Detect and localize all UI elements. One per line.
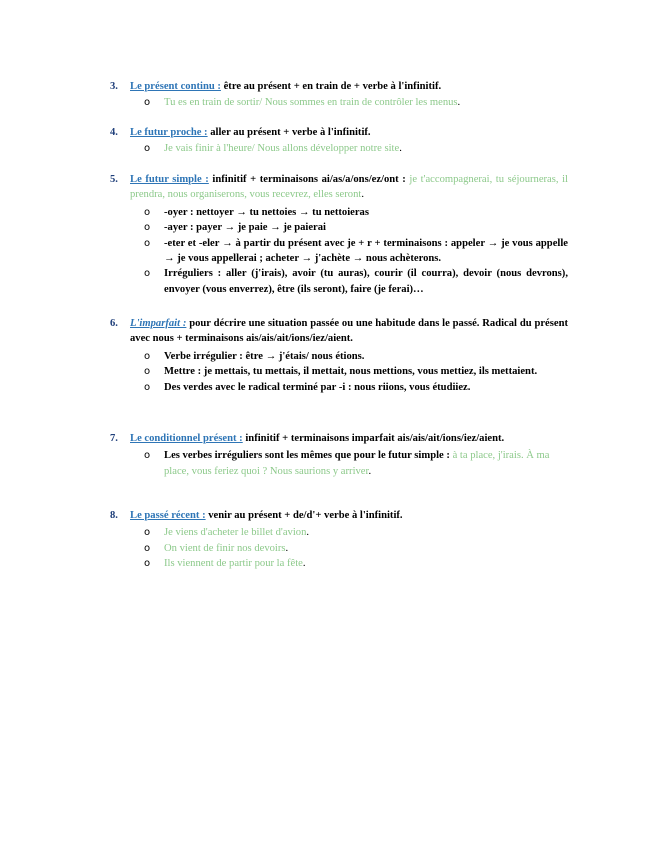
bullet-marker: o — [144, 366, 151, 378]
bullet-marker: o — [144, 143, 151, 155]
bullet-marker: o — [144, 558, 151, 570]
section-number: 8. — [110, 510, 118, 521]
rule-text: Verbe irrégulier : être → j'étais/ nous étions. — [164, 350, 365, 362]
section-heading — [130, 316, 568, 347]
punctuation: . — [361, 189, 364, 201]
section-heading — [130, 79, 568, 94]
section-title: Le futur simple : — [130, 174, 209, 185]
section-rule: être au présent + en train de + verbe à l'infinitif. — [220, 81, 442, 92]
list-item — [110, 541, 568, 556]
rule-text: -eter et -eler → à partir du présent avec je + r + terminaisons : appeler → je vous appelle → je vous appellerai ; acheter → j'achète → nous achèterons. — [164, 237, 568, 265]
list-item — [110, 236, 568, 267]
section-heading — [130, 172, 568, 203]
section-heading — [130, 508, 568, 523]
section-number: 3. — [110, 81, 118, 92]
punctuation: . — [457, 97, 461, 109]
example-text: à ta place, j'irais. À ma place, vous feriez quoi ? Nous saurions y arriver — [164, 450, 550, 477]
section-imparfait — [110, 316, 568, 395]
example-text: On vient de finir nos devoirs — [164, 542, 286, 554]
section-rule: aller au présent + verbe à l'infinitif. — [207, 127, 371, 138]
rule-text: -ayer : payer → je paie → je paierai — [164, 222, 327, 234]
section-present-continu — [110, 79, 568, 111]
bullet-marker: o — [144, 381, 151, 393]
bullet-marker: o — [144, 97, 151, 109]
section-futur-simple — [110, 172, 568, 297]
punctuation: . — [399, 143, 402, 155]
section-heading — [130, 431, 568, 446]
section-title: Le futur proche : — [130, 127, 208, 138]
list-item — [110, 220, 568, 235]
punctuation: . — [368, 465, 372, 477]
section-rule: pour décrire une situation passée ou une habitude dans le passé. Radical du présent avec nous + terminaisons ais/ais/ait/ions/iez/aient. — [130, 318, 568, 345]
list-item — [110, 95, 568, 110]
section-number: 7. — [110, 433, 118, 444]
rule-text: Irréguliers : aller (j'irais), avoir (tu auras), courir (il courra), devoir (nous devrons), envoyer (vous enverrez), être (ils seront), faire (je ferai)… — [164, 268, 568, 295]
rule-list — [110, 205, 568, 297]
list-item — [110, 380, 568, 395]
section-futur-proche — [110, 125, 568, 157]
bullet-marker: o — [144, 206, 151, 218]
rule-text: Les verbes irréguliers sont les mêmes que pour le futur simple : — [164, 450, 453, 462]
example-text: Ils viennent de partir pour la fête — [164, 558, 303, 570]
section-title: L'imparfait : — [130, 318, 187, 329]
example-text: Je vais finir à l'heure/ Nous allons développer notre site — [164, 143, 400, 155]
section-number: 5. — [110, 174, 118, 185]
section-conditionnel — [110, 431, 568, 479]
rule-text: Des verdes avec le radical terminé par -i : nous riions, vous étudiiez. — [164, 381, 471, 393]
section-title: Le passé récent : — [130, 510, 206, 521]
list-item — [110, 205, 568, 220]
bullet-marker: o — [144, 450, 151, 462]
bullet-marker: o — [144, 237, 151, 249]
section-rule: venir au présent + de/d'+ verbe à l'infinitif. — [205, 510, 403, 521]
example-list — [110, 525, 568, 571]
rule-text: -oyer : nettoyer → tu nettoies → tu nettoieras — [164, 206, 369, 218]
section-passe-recent — [110, 508, 568, 572]
example-text: je t'accompagnerai, tu séjourneras, il prendra, nous organiserons, vous recevrez, elles seront — [130, 174, 568, 201]
section-heading — [130, 125, 568, 140]
example-list — [110, 141, 568, 156]
section-rule: infinitif + terminaisons imparfait ais/ais/ait/ions/iez/aient. — [242, 433, 505, 444]
bullet-marker: o — [144, 527, 151, 539]
bullet-marker: o — [144, 268, 151, 280]
list-item — [110, 364, 568, 379]
punctuation: . — [285, 542, 289, 554]
example-text: Je viens d'acheter le billet d'avion — [164, 527, 307, 539]
section-number: 4. — [110, 127, 118, 138]
section-rule: infinitif + terminaisons ai/as/a/ons/ez/ont : — [208, 174, 410, 185]
list-item — [110, 141, 568, 156]
bullet-marker: o — [144, 222, 151, 234]
example-list — [110, 95, 568, 110]
bullet-marker: o — [144, 542, 151, 554]
list-item — [110, 266, 568, 297]
punctuation: . — [302, 558, 306, 570]
bullet-marker: o — [144, 350, 151, 362]
list-item — [110, 349, 568, 364]
list-item — [110, 525, 568, 540]
section-title: Le conditionnel présent : — [130, 433, 243, 444]
section-number: 6. — [110, 318, 118, 329]
list-item — [110, 556, 568, 571]
list-item — [110, 448, 568, 479]
section-title: Le présent continu : — [130, 81, 221, 92]
punctuation: . — [306, 527, 310, 539]
rule-text: Mettre : je mettais, tu mettais, il mettait, nous mettions, vous mettiez, ils mettaient. — [164, 366, 538, 378]
rule-list — [110, 448, 568, 479]
rule-list — [110, 349, 568, 395]
example-text: Tu es en train de sortir/ Nous sommes en train de contrôler les menus — [164, 97, 458, 109]
